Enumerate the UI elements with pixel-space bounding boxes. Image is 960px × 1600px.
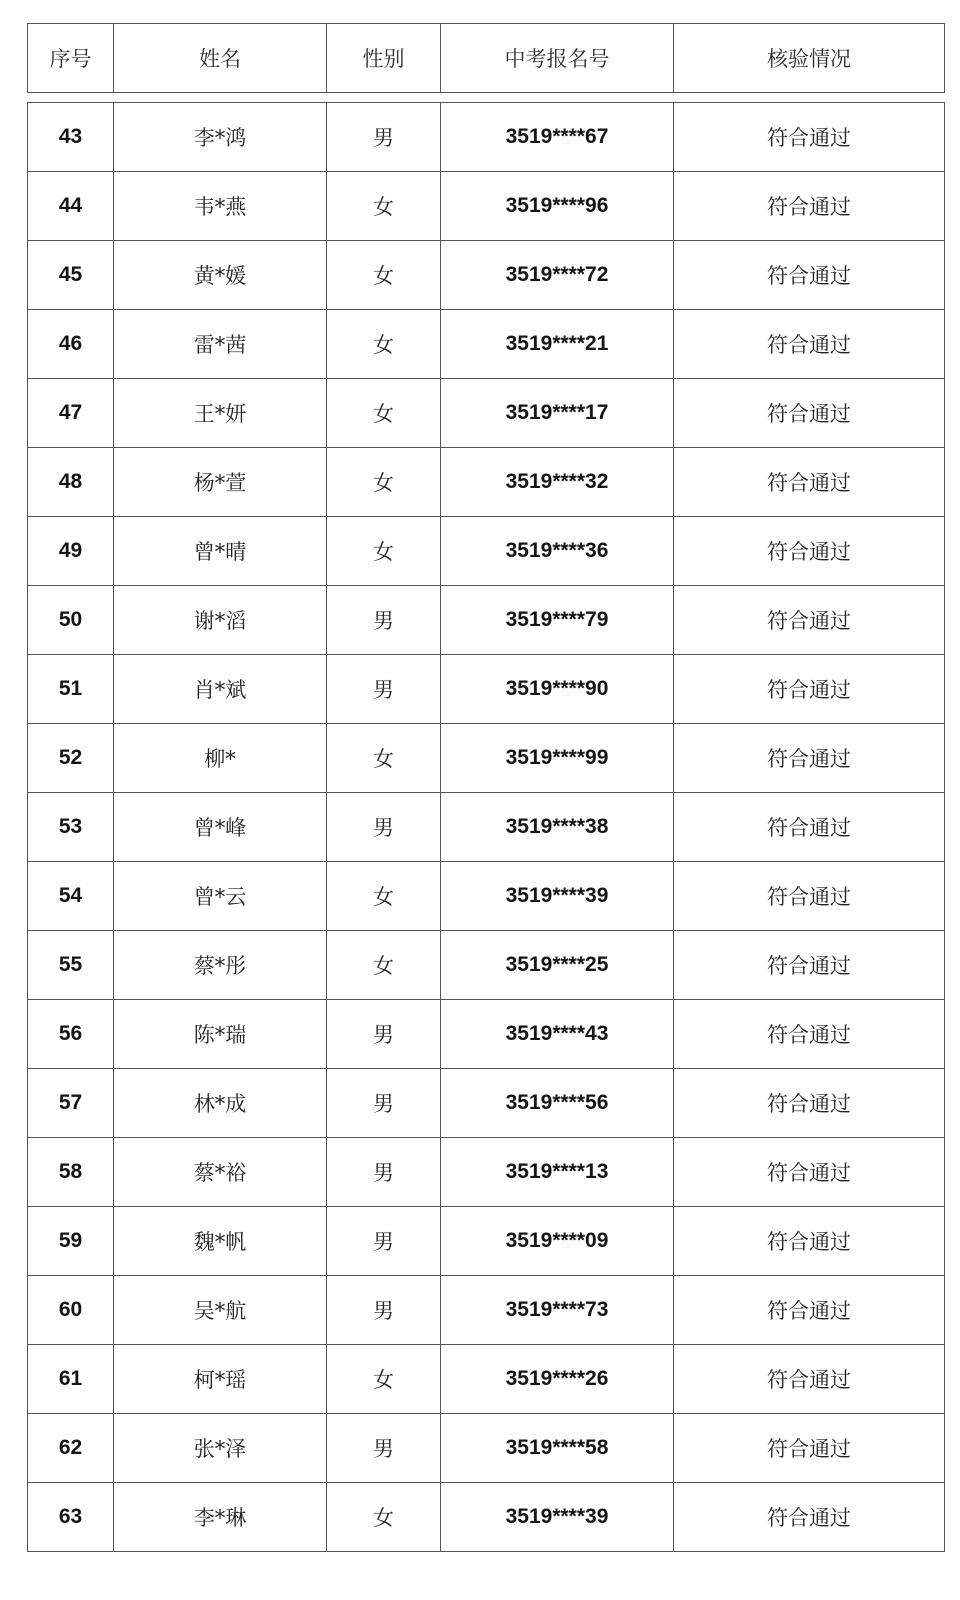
cell-status: 符合通过 — [674, 1000, 945, 1069]
cell-status: 符合通过 — [674, 310, 945, 379]
cell-name: 蔡*裕 — [114, 1138, 327, 1207]
cell-sex: 女 — [327, 724, 441, 793]
cell-status: 符合通过 — [674, 1069, 945, 1138]
cell-status: 符合通过 — [674, 655, 945, 724]
cell-exam-id: 3519****96 — [441, 172, 674, 241]
cell-no: 60 — [28, 1276, 114, 1345]
cell-status: 符合通过 — [674, 1276, 945, 1345]
cell-name: 黄*媛 — [114, 241, 327, 310]
cell-status: 符合通过 — [674, 379, 945, 448]
cell-exam-id: 3519****09 — [441, 1207, 674, 1276]
cell-sex: 女 — [327, 172, 441, 241]
cell-exam-id: 3519****99 — [441, 724, 674, 793]
cell-no: 57 — [28, 1069, 114, 1138]
cell-sex: 男 — [327, 1069, 441, 1138]
header-no: 序号 — [28, 24, 114, 93]
cell-no: 44 — [28, 172, 114, 241]
cell-status: 符合通过 — [674, 103, 945, 172]
cell-exam-id: 3519****58 — [441, 1414, 674, 1483]
cell-name: 谢*滔 — [114, 586, 327, 655]
table-row — [28, 1069, 945, 1138]
cell-sex: 男 — [327, 103, 441, 172]
cell-name: 张*泽 — [114, 1414, 327, 1483]
cell-status: 符合通过 — [674, 1414, 945, 1483]
cell-status: 符合通过 — [674, 862, 945, 931]
table-row — [28, 1276, 945, 1345]
header-status: 核验情况 — [674, 24, 945, 93]
cell-exam-id: 3519****17 — [441, 379, 674, 448]
table-row — [28, 103, 945, 172]
cell-no: 43 — [28, 103, 114, 172]
cell-sex: 男 — [327, 1414, 441, 1483]
table-row — [28, 931, 945, 1000]
table-row — [28, 1345, 945, 1414]
table-body — [28, 103, 945, 1552]
table-row — [28, 1000, 945, 1069]
cell-exam-id: 3519****13 — [441, 1138, 674, 1207]
cell-sex: 女 — [327, 517, 441, 586]
cell-exam-id: 3519****79 — [441, 586, 674, 655]
cell-name: 李*琳 — [114, 1483, 327, 1552]
cell-name: 雷*茜 — [114, 310, 327, 379]
cell-sex: 女 — [327, 241, 441, 310]
cell-status: 符合通过 — [674, 586, 945, 655]
cell-name: 吴*航 — [114, 1276, 327, 1345]
cell-name: 曾*云 — [114, 862, 327, 931]
cell-exam-id: 3519****72 — [441, 241, 674, 310]
cell-no: 56 — [28, 1000, 114, 1069]
cell-no: 59 — [28, 1207, 114, 1276]
cell-sex: 男 — [327, 1000, 441, 1069]
cell-sex: 女 — [327, 310, 441, 379]
cell-name: 韦*燕 — [114, 172, 327, 241]
cell-exam-id: 3519****32 — [441, 448, 674, 517]
cell-name: 柯*瑶 — [114, 1345, 327, 1414]
cell-exam-id: 3519****38 — [441, 793, 674, 862]
cell-sex: 男 — [327, 1207, 441, 1276]
cell-name: 陈*瑞 — [114, 1000, 327, 1069]
table-row — [28, 379, 945, 448]
cell-status: 符合通过 — [674, 1138, 945, 1207]
cell-no: 48 — [28, 448, 114, 517]
table-row — [28, 862, 945, 931]
cell-exam-id: 3519****90 — [441, 655, 674, 724]
cell-exam-id: 3519****36 — [441, 517, 674, 586]
cell-exam-id: 3519****39 — [441, 1483, 674, 1552]
cell-sex: 女 — [327, 931, 441, 1000]
cell-sex: 男 — [327, 655, 441, 724]
cell-no: 63 — [28, 1483, 114, 1552]
cell-status: 符合通过 — [674, 172, 945, 241]
cell-exam-id: 3519****67 — [441, 103, 674, 172]
cell-name: 柳* — [114, 724, 327, 793]
cell-name: 蔡*彤 — [114, 931, 327, 1000]
cell-name: 王*妍 — [114, 379, 327, 448]
cell-no: 61 — [28, 1345, 114, 1414]
cell-status: 符合通过 — [674, 448, 945, 517]
header-name: 姓名 — [114, 24, 327, 93]
cell-exam-id: 3519****73 — [441, 1276, 674, 1345]
cell-no: 62 — [28, 1414, 114, 1483]
table-row — [28, 1138, 945, 1207]
table-row — [28, 724, 945, 793]
cell-no: 58 — [28, 1138, 114, 1207]
table-row — [28, 448, 945, 517]
cell-name: 魏*帆 — [114, 1207, 327, 1276]
cell-no: 52 — [28, 724, 114, 793]
table-row — [28, 310, 945, 379]
cell-status: 符合通过 — [674, 1483, 945, 1552]
cell-sex: 女 — [327, 448, 441, 517]
cell-no: 45 — [28, 241, 114, 310]
cell-exam-id: 3519****39 — [441, 862, 674, 931]
cell-no: 54 — [28, 862, 114, 931]
table-row — [28, 1483, 945, 1552]
cell-status: 符合通过 — [674, 793, 945, 862]
table-row — [28, 655, 945, 724]
cell-no: 53 — [28, 793, 114, 862]
table-row — [28, 1414, 945, 1483]
cell-sex: 女 — [327, 379, 441, 448]
cell-name: 肖*斌 — [114, 655, 327, 724]
cell-exam-id: 3519****26 — [441, 1345, 674, 1414]
cell-name: 李*鸿 — [114, 103, 327, 172]
cell-status: 符合通过 — [674, 724, 945, 793]
cell-no: 46 — [28, 310, 114, 379]
cell-name: 曾*峰 — [114, 793, 327, 862]
cell-sex: 男 — [327, 1138, 441, 1207]
table-row — [28, 241, 945, 310]
student-table — [27, 102, 945, 1552]
table-header — [27, 23, 945, 93]
cell-status: 符合通过 — [674, 1207, 945, 1276]
cell-sex: 男 — [327, 793, 441, 862]
cell-exam-id: 3519****25 — [441, 931, 674, 1000]
header-row — [28, 24, 945, 93]
table-row — [28, 586, 945, 655]
header-exam-id: 中考报名号 — [441, 24, 674, 93]
cell-status: 符合通过 — [674, 517, 945, 586]
header-sex: 性别 — [327, 24, 441, 93]
cell-name: 曾*晴 — [114, 517, 327, 586]
cell-sex: 女 — [327, 1345, 441, 1414]
cell-status: 符合通过 — [674, 1345, 945, 1414]
cell-status: 符合通过 — [674, 931, 945, 1000]
table-row — [28, 793, 945, 862]
cell-no: 51 — [28, 655, 114, 724]
table-row — [28, 1207, 945, 1276]
cell-exam-id: 3519****43 — [441, 1000, 674, 1069]
cell-name: 林*成 — [114, 1069, 327, 1138]
table-row — [28, 172, 945, 241]
cell-no: 55 — [28, 931, 114, 1000]
cell-exam-id: 3519****56 — [441, 1069, 674, 1138]
cell-name: 杨*萱 — [114, 448, 327, 517]
cell-no: 50 — [28, 586, 114, 655]
cell-no: 49 — [28, 517, 114, 586]
cell-sex: 男 — [327, 1276, 441, 1345]
cell-sex: 女 — [327, 1483, 441, 1552]
cell-no: 47 — [28, 379, 114, 448]
cell-exam-id: 3519****21 — [441, 310, 674, 379]
cell-sex: 男 — [327, 586, 441, 655]
cell-status: 符合通过 — [674, 241, 945, 310]
table-row — [28, 517, 945, 586]
cell-sex: 女 — [327, 862, 441, 931]
